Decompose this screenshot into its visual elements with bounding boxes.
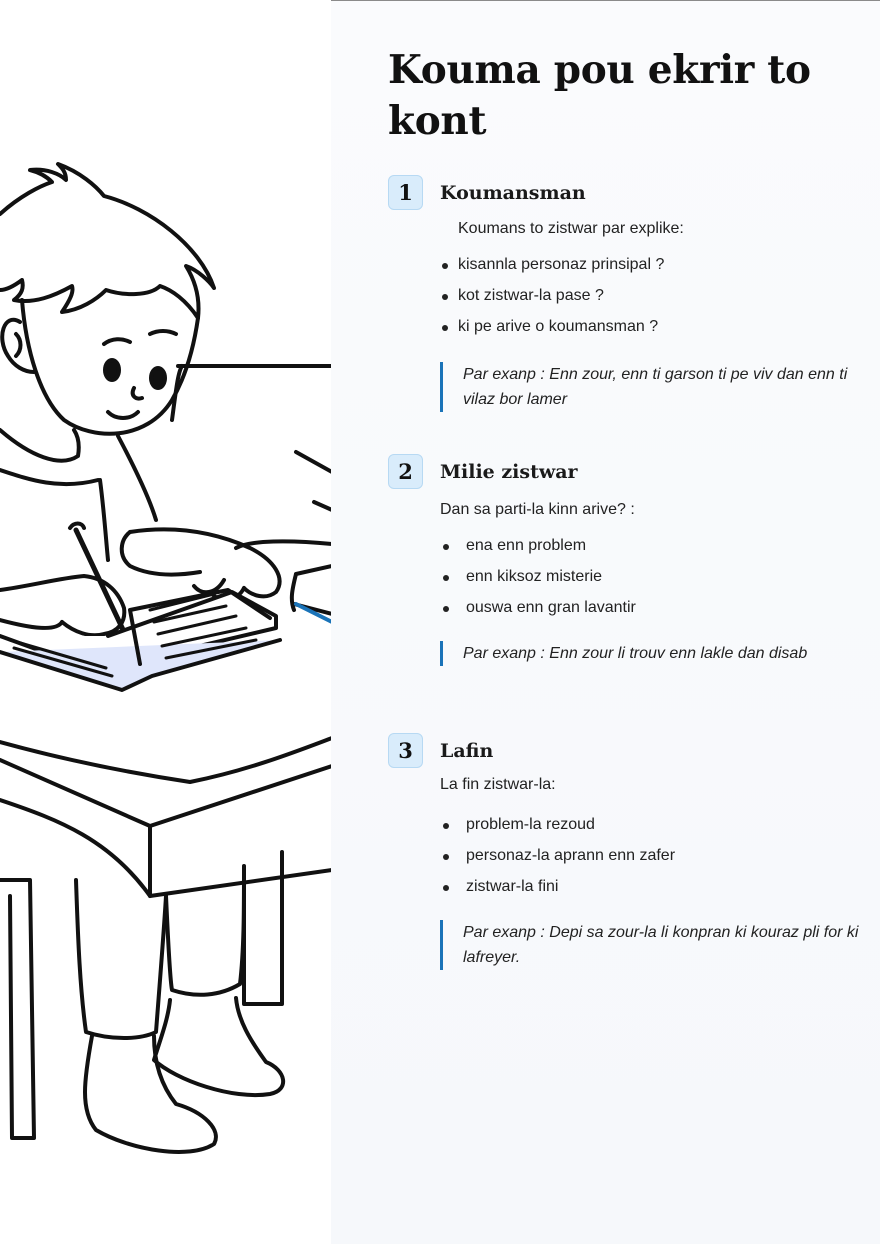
list-item-text: problem-la rezoud (466, 816, 595, 833)
list-item (440, 876, 675, 907)
instructions-panel (331, 0, 880, 1244)
section-koumansman (388, 175, 858, 408)
bullet-icon (442, 325, 448, 331)
list-item (440, 254, 664, 285)
list-item (440, 845, 675, 876)
bullet-icon (443, 606, 449, 612)
bullet-icon (443, 885, 449, 891)
list-item (440, 597, 636, 628)
bullet-icon (443, 544, 449, 550)
section-intro: Dan sa parti-la kinn arive? : (440, 501, 635, 518)
bullet-icon (442, 263, 448, 269)
boy-writing-illustration (0, 0, 332, 1244)
section-intro: Koumans to zistwar par explike: (458, 220, 684, 237)
bullet-icon (442, 294, 448, 300)
list-item-text: ouswa enn gran lavantir (466, 599, 636, 616)
bullet-icon (443, 823, 449, 829)
section-lafin (388, 733, 859, 966)
list-item (440, 535, 636, 566)
example-quote: Par exanp : Enn zour li trouv enn lakle dan disab (440, 641, 863, 666)
step-header (388, 733, 858, 771)
page-title: Kouma pou ekrir to kont (388, 47, 811, 144)
step-number-badge: 1 (388, 175, 423, 210)
step-number-badge: 2 (388, 454, 423, 489)
bullet-icon (443, 575, 449, 581)
section-milie-zistwar (388, 454, 858, 662)
section-list (440, 254, 664, 347)
step-header (388, 454, 858, 492)
section-heading: Milie zistwar (440, 461, 578, 483)
example-quote: Par exanp : Depi sa zour-la li konpran ki kouraz pli for ki lafreyer. (440, 920, 863, 970)
list-item-text: ena enn problem (466, 537, 587, 554)
section-intro: La fin zistwar-la: (440, 776, 556, 793)
example-quote: Par exanp : Enn zour, enn ti garson ti pe viv dan enn ti vilaz bor lamer (440, 362, 863, 412)
list-item-text: kot zistwar-la pase ? (458, 287, 604, 304)
section-list (440, 814, 675, 907)
list-item (440, 814, 675, 845)
list-item (440, 285, 664, 316)
list-item (440, 566, 636, 597)
section-heading: Koumansman (440, 182, 586, 204)
list-item (440, 316, 664, 347)
list-item-text: ki pe arive o koumansman ? (458, 318, 659, 335)
step-header (388, 175, 858, 213)
list-item-text: enn kiksoz misterie (466, 568, 603, 585)
list-item-text: personaz-la aprann enn zafer (466, 847, 676, 864)
section-list (440, 535, 636, 628)
section-heading: Lafin (440, 740, 494, 762)
step-number-badge: 3 (388, 733, 423, 768)
list-item-text: zistwar-la fini (466, 878, 559, 895)
bullet-icon (443, 854, 449, 860)
list-item-text: kisannla personaz prinsipal ? (458, 256, 665, 273)
